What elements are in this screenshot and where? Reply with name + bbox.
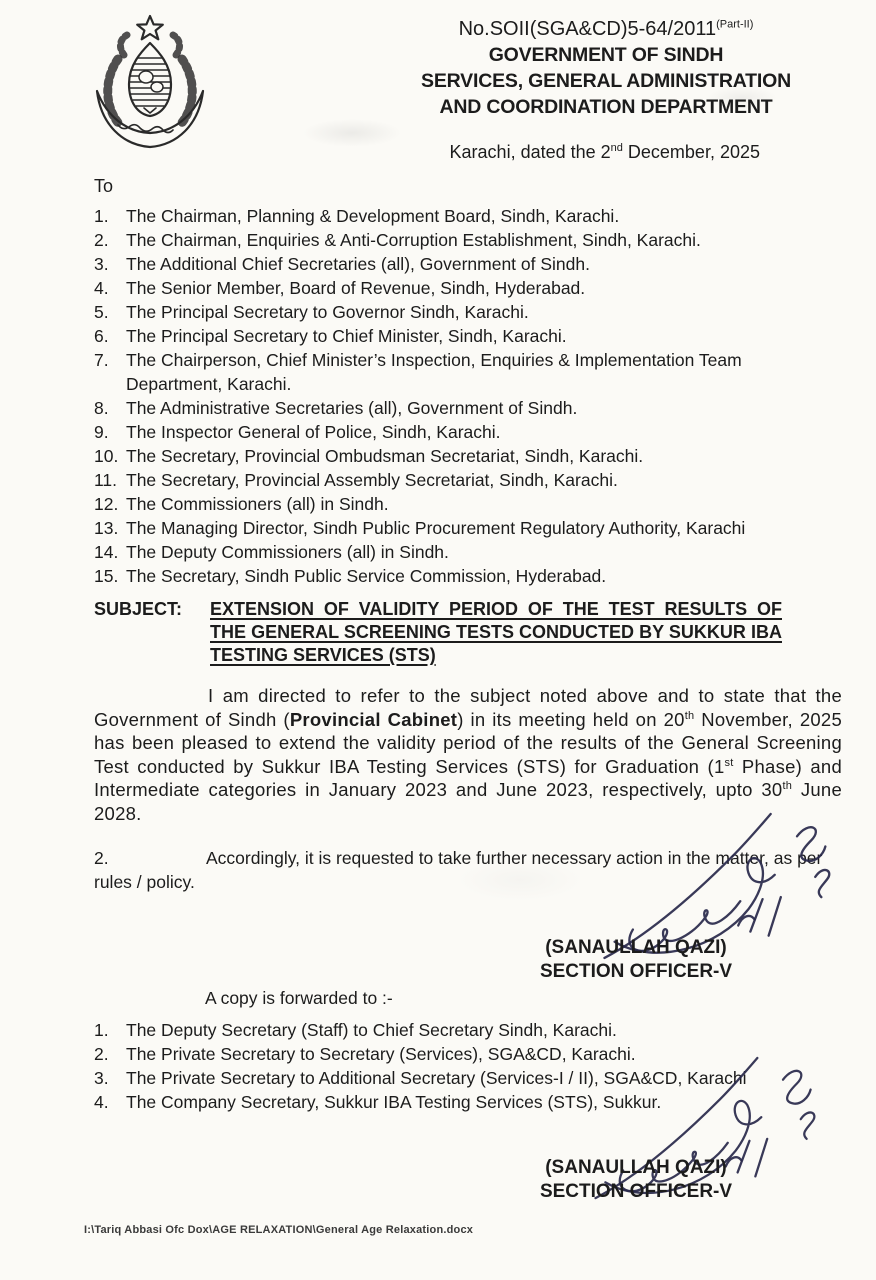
reference-number: [356, 16, 856, 42]
sindh-government-emblem-icon: [84, 12, 216, 150]
reference-part-superscript: (Part-II): [716, 18, 754, 31]
recipient-number: 1.: [94, 206, 109, 226]
to-label: To: [94, 176, 114, 196]
para1-segment: November, 2025 has been pleased to extend the validity period of the results of the General Screening Test conducted by Sukkur IBA Testing Services (STS) for Graduation (1: [94, 708, 842, 777]
recipient-number: 6.: [94, 326, 109, 346]
recipient-number: 11.: [94, 470, 118, 490]
recipient-item: [94, 492, 846, 516]
para1-segment: ) in its meeting held on 20: [457, 708, 685, 730]
copy-recipient-item: [94, 1042, 846, 1066]
copy-recipient-text: The Private Secretary to Secretary (Services), SGA&CD, Karachi.: [126, 1044, 636, 1064]
recipient-item: [94, 468, 846, 492]
copy-recipients-list: [94, 1018, 846, 1114]
recipient-item: [94, 516, 846, 540]
date-suffix: December, 2025: [622, 142, 760, 162]
recipient-text: The Principal Secretary to Governor Sindh, Karachi.: [126, 302, 529, 322]
recipient-item: [94, 276, 846, 300]
subject-label: SUBJECT:: [94, 599, 183, 619]
recipient-text: The Chairman, Enquiries & Anti-Corruption Establishment, Sindh, Karachi.: [126, 230, 701, 250]
signature-block-2: [506, 1156, 766, 1204]
para1-superscript: th: [782, 780, 793, 793]
recipient-text: The Chairman, Planning & Development Board, Sindh, Karachi.: [126, 206, 620, 226]
recipient-text: The Secretary, Sindh Public Service Commission, Hyderabad.: [126, 566, 607, 586]
copy-recipient-item: [94, 1018, 846, 1042]
recipient-text: The Principal Secretary to Chief Minister, Sindh, Karachi.: [126, 326, 567, 346]
emblem-graphic: [84, 12, 216, 150]
para1-segment: Phase) and Intermediate categories in January 2023 and June 2023, respectively, upto 30: [94, 755, 842, 801]
recipient-text: The Additional Chief Secretaries (all), Government of Sindh.: [126, 254, 590, 274]
signature-block-1: [506, 936, 766, 984]
copy-forwarded-heading: A copy is forwarded to :-: [205, 988, 393, 1008]
recipient-item: [94, 420, 846, 444]
recipient-item: [94, 300, 846, 324]
recipient-number: 7.: [94, 350, 109, 370]
reference-number-text: No.SOII(SGA&CD)5-64/2011: [458, 18, 717, 40]
copy-recipient-text: The Private Secretary to Additional Secretary (Services-I / II), SGA&CD, Karachi: [126, 1068, 747, 1088]
signatory-title: SECTION OFFICER-V: [539, 1181, 733, 1202]
para1-segment: June 2028.: [94, 779, 842, 824]
copy-recipient-text: The Company Secretary, Sukkur IBA Testing Services (STS), Sukkur.: [126, 1092, 662, 1112]
recipient-text: The Managing Director, Sindh Public Procurement Regulatory Authority, Karachi: [126, 518, 746, 538]
para1-superscript: st: [724, 756, 734, 769]
recipient-item: [94, 564, 846, 588]
recipient-text: The Senior Member, Board of Revenue, Sindh, Hyderabad.: [126, 278, 586, 298]
recipient-item: [94, 444, 846, 468]
recipient-number: 9.: [94, 422, 109, 442]
recipient-item: [94, 252, 846, 276]
para1-bold-provincial-cabinet: Provincial Cabinet: [289, 708, 458, 730]
recipient-item: [94, 228, 846, 252]
footer-file-path: I:\Tariq Abbasi Ofc Dox\AGE RELAXATION\General Age Relaxation.docx: [84, 1224, 474, 1236]
recipient-number: 5.: [94, 302, 109, 322]
para2-text: Accordingly, it is requested to take further necessary action in the matter, as per rules / policy.: [94, 848, 823, 892]
recipient-item: [94, 396, 846, 420]
body-paragraph-1: [94, 684, 842, 826]
letterhead: [356, 16, 856, 120]
subject-text: EXTENSION OF VALIDITY PERIOD OF THE TEST RESULTS OF THE GENERAL SCREENING TESTS CONDUCTED BY SUKKUR IBA TESTING SERVICES (STS): [210, 599, 782, 665]
recipient-item: [94, 540, 846, 564]
recipient-text: The Commissioners (all) in Sindh.: [126, 494, 389, 514]
paragraph-number: 2.: [94, 848, 109, 868]
copy-recipient-number: 2.: [94, 1044, 109, 1064]
recipient-item: [94, 204, 846, 228]
copy-recipient-text: The Deputy Secretary (Staff) to Chief Secretary Sindh, Karachi.: [126, 1020, 617, 1040]
recipient-text: The Inspector General of Police, Sindh, Karachi.: [126, 422, 501, 442]
para1-segment: I am directed to refer to the subject noted above and to state that the Government of Sindh (: [94, 685, 842, 730]
copy-recipient-number: 4.: [94, 1092, 109, 1112]
recipients-list: [94, 204, 846, 588]
recipient-number: 12.: [94, 494, 119, 514]
org-name-line1: GOVERNMENT OF SINDH: [488, 44, 724, 66]
recipient-number: 8.: [94, 398, 109, 418]
recipient-item: [94, 324, 846, 348]
recipient-text: The Secretary, Provincial Ombudsman Secretariat, Sindh, Karachi.: [126, 446, 644, 466]
date-ordinal-superscript: nd: [610, 142, 623, 154]
signatory-title: SECTION OFFICER-V: [539, 961, 733, 982]
signatory-name: (SANAULLAH QAZI): [545, 1157, 727, 1178]
subject-block: [94, 598, 794, 667]
recipient-text: The Administrative Secretaries (all), Government of Sindh.: [126, 398, 578, 418]
recipient-number: 15.: [94, 566, 119, 586]
copy-recipient-item: [94, 1090, 846, 1114]
signatory-name: (SANAULLAH QAZI): [545, 937, 727, 958]
recipient-text: The Deputy Commissioners (all) in Sindh.: [126, 542, 449, 562]
copy-recipient-number: 1.: [94, 1020, 109, 1040]
copy-recipient-item: [94, 1066, 846, 1090]
recipient-number: 10.: [94, 446, 119, 466]
recipient-text: The Secretary, Provincial Assembly Secretariat, Sindh, Karachi.: [126, 470, 618, 490]
copy-recipient-number: 3.: [94, 1068, 109, 1088]
body-paragraph-2: [94, 846, 844, 894]
recipient-item: [94, 348, 846, 396]
recipient-number: 14.: [94, 542, 119, 562]
recipient-number: 2.: [94, 230, 109, 250]
recipient-text: The Chairperson, Chief Minister’s Inspection, Enquiries & Implementation Team Department, Karachi.: [126, 350, 742, 394]
date-prefix: Karachi, dated the 2: [449, 142, 611, 162]
para1-superscript: th: [684, 709, 695, 722]
recipient-number: 4.: [94, 278, 109, 298]
recipient-number: 3.: [94, 254, 109, 274]
org-name-line2: SERVICES, GENERAL ADMINISTRATION: [421, 70, 791, 92]
date-line: [298, 142, 760, 163]
org-name-line3: AND COORDINATION DEPARTMENT: [439, 96, 773, 118]
recipient-number: 13.: [94, 518, 119, 538]
